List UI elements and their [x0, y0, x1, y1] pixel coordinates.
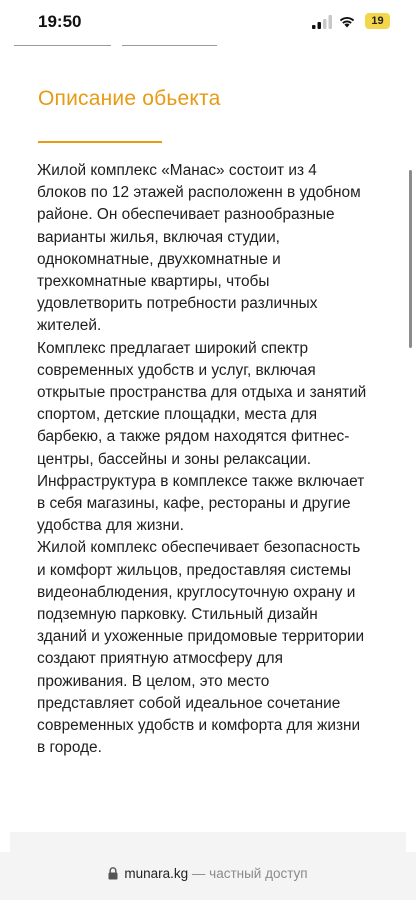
browser-address-bar[interactable]: [0, 852, 416, 900]
wifi-icon: [338, 14, 356, 28]
top-divider-left: [14, 45, 111, 46]
description-paragraph: Жилой комплекс «Манас» состоит из 4 блоков по 12 этажей расположенн в удобном районе. Он обеспечивает разнообразные варианты жилья, включая студии, однокомнатные, двухкомнатные и трехкомнатные квартиры, чтобы удовлетворить потребности различных жителей.: [37, 162, 361, 335]
section-title: Описание обьекта: [38, 87, 221, 110]
object-description: [37, 160, 367, 759]
top-divider-right: [122, 45, 217, 46]
scrollbar-thumb[interactable]: [409, 170, 412, 348]
description-paragraph: Комплекс предлагает широкий спектр современных удобств и услуг, включая открытые пространства для отдыха и занятий спортом, детские площадки, места для барбекю, а также рядом находятся фитнес-центры, бассейны и зоны релаксации. Инфраструктура в комплексе также включает в себя магазины, кафе, рестораны и другие удобства для жизни.: [37, 339, 367, 535]
battery-icon: 19: [365, 13, 390, 29]
title-underline: [38, 141, 162, 143]
private-access-label: — частный доступ: [188, 866, 308, 881]
url-domain: munara.kg: [124, 866, 189, 881]
lock-icon: [108, 867, 118, 880]
footer-section: [10, 832, 406, 852]
signal-icon: [312, 15, 332, 29]
url-display[interactable]: [0, 866, 416, 881]
status-time: 19:50: [38, 12, 82, 31]
description-paragraph: Жилой комплекс обеспечивает безопасность и комфорт жильцов, предоставляя системы видеонаблюдения, круглосуточную охрану и подземную парковку. Стильный дизайн зданий и ухоженные придомовые территории создают приятную атмосферу для проживания. В целом, это место представляет собой идеальное сочетание современных удобств и комфорта для жизни в городе.: [37, 539, 365, 757]
status-bar: [0, 0, 416, 44]
